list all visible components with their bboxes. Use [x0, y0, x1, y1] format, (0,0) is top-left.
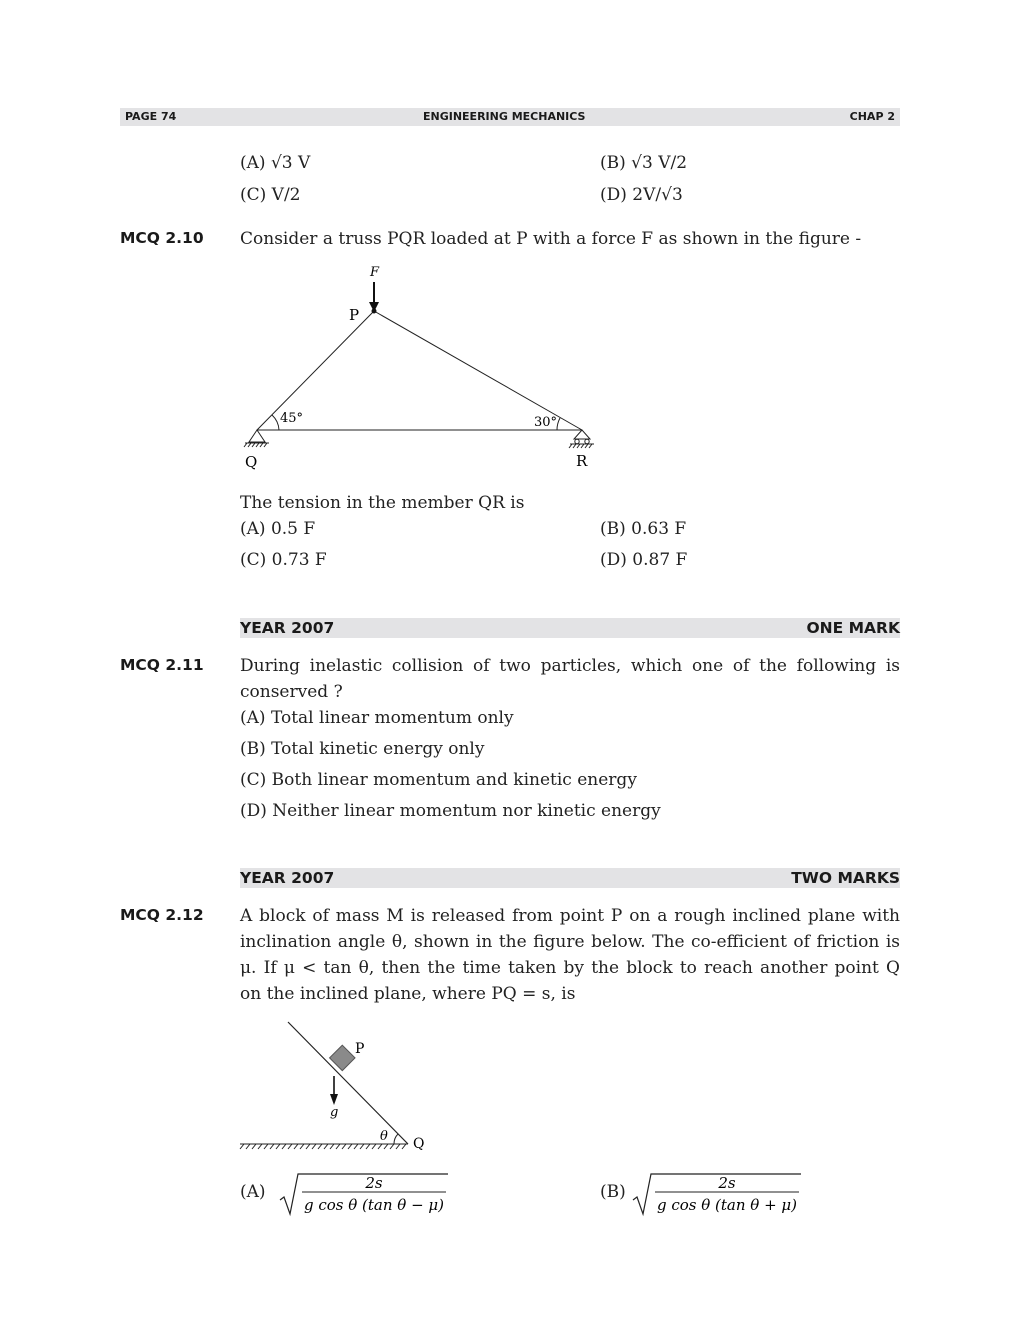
- question-line: conserved ?: [240, 682, 343, 702]
- option-a-label: (A): [240, 1182, 266, 1202]
- option-d: (D) 0.87 F: [600, 550, 688, 570]
- ground-hatch-r: [569, 444, 592, 448]
- prev-option-d: (D) 2V/√3: [600, 185, 683, 205]
- question-number: MCQ 2.12: [120, 906, 204, 924]
- question-line: μ. If μ < tan θ, then the time taken by the block to reach another point Q: [240, 958, 900, 978]
- option-b: (B) 0.63 F: [600, 519, 687, 539]
- roller-support-r: [574, 430, 590, 439]
- angle-arc-q: [272, 415, 279, 430]
- page-number: PAGE 74: [125, 110, 177, 123]
- question-line: inclination angle θ, shown in the figure below. The co-efficient of friction is: [240, 932, 900, 952]
- pin-support-q: [249, 430, 265, 442]
- question-text: [240, 226, 900, 252]
- truss-diagram: [230, 258, 610, 478]
- member-pr: [374, 311, 582, 430]
- angle-arc-r: [557, 418, 560, 430]
- question-text: [240, 653, 900, 705]
- option-b: (B) Total kinetic energy only: [240, 739, 485, 759]
- label-r: R: [576, 452, 588, 470]
- section-header: [240, 868, 900, 888]
- question-followup: The tension in the member QR is: [240, 493, 525, 513]
- label-p: P: [355, 1041, 365, 1057]
- chapter-label: CHAP 2: [849, 110, 895, 123]
- prev-option-c: (C) V/2: [240, 185, 301, 205]
- member-pq: [257, 311, 374, 430]
- option-a-formula: [276, 1170, 454, 1220]
- option-b-formula: [629, 1170, 807, 1220]
- question-line: During inelastic collision of two particles, which one of the following is: [240, 656, 900, 676]
- incline-line: [288, 1022, 408, 1144]
- numerator: 2s: [365, 1174, 383, 1192]
- question-number: MCQ 2.11: [120, 656, 204, 674]
- running-header: [120, 108, 900, 126]
- label-g: g: [330, 1105, 339, 1120]
- label-q: Q: [245, 453, 258, 471]
- force-label: F: [370, 265, 380, 280]
- book-title: ENGINEERING MECHANICS: [423, 110, 586, 123]
- section-header: [240, 618, 900, 638]
- ground-hatch-q: [244, 443, 267, 447]
- angle-q-label: 45°: [280, 411, 304, 426]
- option-b-label: (B): [600, 1182, 626, 1202]
- option-a: (A) Total linear momentum only: [240, 708, 514, 728]
- question-text: [240, 903, 900, 1007]
- prev-option-a: (A) √3 V: [240, 153, 311, 173]
- question-line: Consider a truss PQR loaded at P with a force F as shown in the figure -: [240, 229, 862, 249]
- label-p: P: [349, 306, 360, 324]
- option-c: (C) 0.73 F: [240, 550, 327, 570]
- option-c: (C) Both linear momentum and kinetic energy: [240, 770, 637, 790]
- ground-hatch: [240, 1144, 406, 1149]
- section-year: YEAR 2007: [240, 869, 335, 887]
- question-number: MCQ 2.10: [120, 229, 204, 247]
- angle-arc: [394, 1134, 398, 1144]
- gravity-arrow-head: [330, 1094, 338, 1105]
- numerator: 2s: [718, 1174, 736, 1192]
- question-line: on the inclined plane, where PQ = s, is: [240, 984, 576, 1004]
- option-d: (D) Neither linear momentum nor kinetic energy: [240, 801, 661, 821]
- section-year: YEAR 2007: [240, 619, 335, 637]
- prev-option-b: (B) √3 V/2: [600, 153, 688, 173]
- label-theta: θ: [380, 1129, 388, 1144]
- option-a: (A) 0.5 F: [240, 519, 316, 539]
- joint-p: [372, 309, 377, 314]
- angle-r-label: 30°: [534, 415, 558, 430]
- section-marks: TWO MARKS: [791, 869, 900, 887]
- section-marks: ONE MARK: [806, 619, 900, 637]
- denominator: g cos θ (tan θ − μ): [303, 1196, 445, 1214]
- block: [330, 1045, 355, 1070]
- denominator: g cos θ (tan θ + μ): [656, 1196, 798, 1214]
- question-line: A block of mass M is released from point P on a rough inclined plane with: [240, 906, 900, 926]
- label-q: Q: [413, 1136, 425, 1152]
- inclined-plane-diagram: [236, 1014, 446, 1156]
